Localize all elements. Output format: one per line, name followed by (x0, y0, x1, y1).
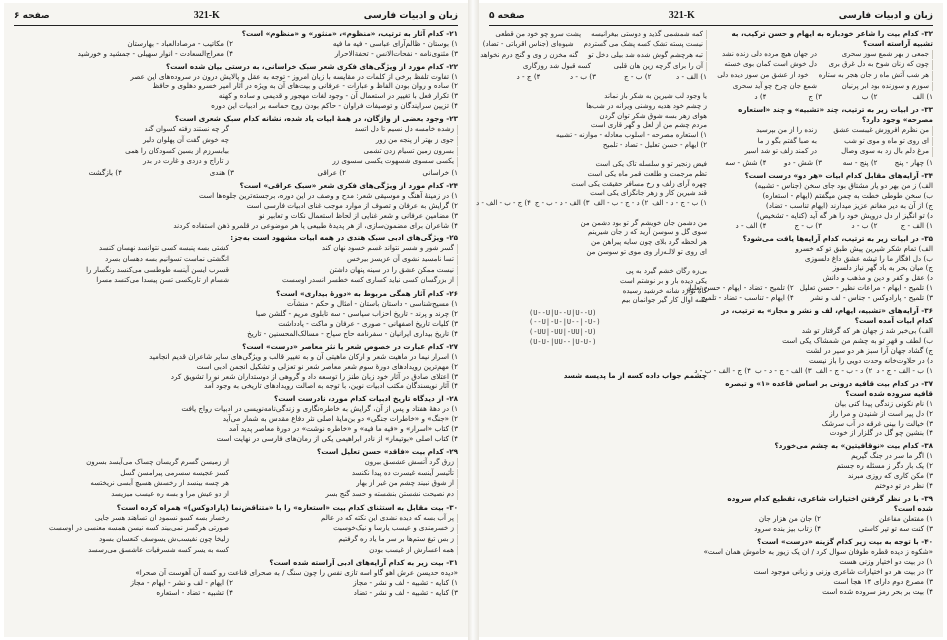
question-line: الف) بی‌خبر شد ز جهان هر که گرفتار تو شد (801, 326, 933, 336)
verse-couplet: ای روی تو ماه و موی تو شب به صبا گفتم بگو ز ما (715, 137, 933, 147)
answer-option: ۲) دل پیر است از شنیدن و مرا راز (829, 408, 933, 418)
question-37 (715, 379, 933, 439)
question-36 (694, 306, 933, 376)
verse-couplet: تبه هرچشم گوش شده شد بیلی دخل تو گنه مخزن ز وی و گنج درم نخواهد (489, 51, 707, 61)
answer-option: ۲) گرایش به عرفان و تصوف از موارد موجب غنای ادبیات فارسی است (246, 200, 458, 210)
answer-option: ۳) تلمیح - پارادوکس - جناس - لف و نشر (810, 293, 933, 303)
verse-line: سوی گل و سوسن آرید که ز جان شیرینم (587, 228, 707, 237)
question-31 (14, 558, 458, 598)
quoted-verse-title: چشمم جواب داده کسه از ما پدیسه شسد (563, 371, 707, 381)
answer-option: ۴) ج - الف - ب - د (694, 365, 751, 375)
answer-option: ۲) پنج - سه (842, 158, 878, 168)
scansion-line: (--U|-U-|U--|-U-) (529, 318, 601, 327)
exam-page-5 (476, 3, 943, 637)
answer-option: ۳) هندی (209, 167, 234, 177)
answer-option: ۱) نام نکونی زندگی پیدا کنی بیان (834, 398, 933, 408)
verse-couplet: پر آب بسه که دیده نشدی این نکته که در عالم رخسار بسه کسو نسمود ان تساهند هسر جایی (14, 514, 458, 524)
answer-options (694, 365, 933, 376)
question-title: ۳۵- در ابیات زیر به ترتیب، کدام آرایه‌ها یافت می‌شود؟ (742, 233, 933, 243)
quoted-verse: «دیده حدیسن عرش اهو گاو اسه تازی نفس را چون سنگ / به صحرای قناعت رو کسه آن آهوست آن صحرا» (135, 568, 458, 578)
question-25 (14, 233, 458, 286)
answer-option: ۳) کلیات تاریخ اصفهانی - صوری - عرفان و ماکت - یادداشت (278, 318, 458, 328)
question-title: ۲۷- کدام عبارت در خصوص شعر یا نثر معاصر «درست» است؟ (242, 341, 458, 351)
verse-line: هوای زهر بسه شوق شکر توان گردن (599, 111, 707, 120)
answer-option: ۲) ایهام - حسن تعلیل - تضاد - تلمیح (602, 140, 707, 149)
answer-option: ۳) ج (808, 92, 822, 102)
verse-couplet: همه اعسارش از غیسب بودن کسه به یسر کسه شسرفیات عاشسق می‌رسسد (14, 546, 458, 556)
scansion-line: (U--U|U--U|U--U) (529, 308, 597, 317)
verse-couplet: نیست ممکن عشق را در سینه پنهان داشتن قسرب ایسن آینسه طوطسی می‌کنسد رنگسار را (14, 266, 458, 276)
question-title: ۲۸- از دیدگاه تاریخ ادبیات کدام مورد، نادرست است؟ (274, 394, 458, 404)
answer-option: ۳) خیالت را بینی غرقه در آب سرشک (821, 418, 933, 428)
verse-couplet: تأثیسر آینسه غیسرت ده پیدا نکنسد کسز عجیسه سسرمی پیرامسن گسل (14, 469, 458, 479)
question-22 (14, 62, 458, 112)
answer-option: ۲) عراقی (317, 167, 346, 177)
question-title: ۳۰- بیت مقابل به استثنای کدام بیت «استعاره» را با «متناقض‌نما (پارادوکس)» همراه کرده است؟ (116, 502, 458, 512)
answer-option: ۲) ب (861, 92, 878, 102)
answer-option: ۱) اسرار نیما در ماهیت شعر و ارکان ماهیتی آن و به تغییر قالب و ویژگی‌های سایر شاعران قدیم انجامید (149, 351, 458, 361)
question-title: ۳۸- کدام بیت «نوقافیتین» به چشم می‌خورد؟ (774, 441, 933, 451)
answer-option: ۱) خراسانی (422, 167, 458, 177)
question-24 (14, 181, 458, 231)
answer-option: ۱) ب - الف - ج - د (876, 365, 933, 375)
question-30 (14, 503, 458, 556)
answer-option: ۴) شاعران برای مضمون‌سازی، از هر پدیدهٔ طبیعی یا هر موضوعی در قلمرو ذهن استفاده کردند (173, 220, 458, 230)
page-number-label: صفحه ۶ (14, 11, 50, 22)
verse-couplet: چون که زنان شوخ به دل غرق بری دل خوش است کمان بوی خسته (715, 60, 933, 70)
question-21 (14, 29, 458, 59)
answer-option: ۴) کتاب اصلی «بوتیمار» از نادر ابراهیمی یکی از رمان‌های فارسی در نهایت است (216, 434, 458, 444)
question-33 (715, 105, 933, 168)
question-title: ۲۲- کدام مورد از ویژگی‌های فکری شعر سبک خراسانی، به درستی بیان شده است؟ (166, 61, 458, 71)
answer-option: ۴) تشبیه - تضاد - استعاره (156, 588, 233, 598)
answer-option: ۳) مصرع دوم دارای ۱۴ هجا است (833, 576, 933, 586)
question-line: د) تو انگیز ار دل درویش خود را هر گه آید (کنایه - تشخیص) (756, 210, 933, 220)
verse-line: چهره آرای زلف و رخ مسافر حقیقت یکی است (571, 179, 707, 188)
verse-couplet: دم نصیحت نشستن بنشسته و حسد گنج بسر از دو عیش مرا و بسه ره عیسب میزیسد (14, 490, 458, 500)
answer-options (715, 158, 933, 168)
answer-option: ۴) ج - د (516, 72, 541, 82)
answer-options (14, 168, 458, 178)
answer-option: ۱) ب - ج - د - الف (652, 198, 707, 207)
answer-option: ۴) شش - سه (725, 158, 767, 168)
answer-option: ۱) چهار - پنج (894, 158, 933, 168)
question-27 (14, 342, 458, 392)
question-29 (14, 447, 458, 500)
scansion-line: (-UU|-UU|-UU|-U) (529, 328, 597, 337)
question-41-continued (480, 29, 707, 83)
answer-option: ۴) د (754, 92, 767, 102)
answer-option: ۲) ساده و روان بودن الفاظ و عبارات - عرفانی و بیت‌های آن به ویژه در آثار امیر خسرو دهلوی و حافظ (152, 81, 458, 91)
answer-option: ۲) تلمیح - تضاد - ایهام - حسن تعلیل (686, 283, 794, 293)
answer-option: ۱) استعاره مصرحه - اسلوب معادله - موازنه - تشبیه (555, 130, 707, 139)
answer-option: ۲) «جنگ» و «خاطرات جنگی» دو بن‌مایهٔ اصلی نثر دفاع مقدس به شمار می‌آید (222, 414, 458, 424)
page-number-label: صفحه ۵ (489, 11, 525, 22)
verse-couplet: تسا نامسید نشوی آن عزیسز بیرخس انگشتی نماست تسوانیم بسه دهسان بسرد (14, 255, 458, 265)
answer-option: ۴) الف - د (735, 220, 767, 230)
verse-line: یا وجود لب شیرین به شکر باز نماند (604, 92, 707, 101)
answer-options (715, 92, 933, 102)
answer-option: ۲) ب - د (851, 220, 878, 230)
answer-option: ۱) در زمینهٔ آهنگ و موسیقی شعر: مدح و وصف در این دوره، برجسته‌ترین جلوه‌ها است (198, 190, 458, 200)
verse-line: تظم مرجمت و طلعت قمر ماه یکی است (587, 169, 707, 178)
answer-option: ۱) الف (912, 92, 933, 102)
answer-option: ۲) در بیت هر دو اختیارات شاعری وزنی و زبانی موجود است (753, 566, 933, 576)
answer-option: ۴) بنشین چو گل در گلزار از خودت (829, 428, 933, 438)
answer-option: ۴) زتاب بیز بنده سرود (754, 523, 821, 533)
verse-couplet: ز خسرمندی و عیسب یارسا و نیک‌خوسیت صورتی هرگسز نمی‌بیند کسه نیسن همسه معنسی در اوسست (14, 524, 458, 534)
answer-option: ۲) ب - ج (623, 72, 652, 82)
answer-option: ۱) مسیح‌شناسی - داستان باستان - امثال و حکم - منشآت (287, 298, 458, 308)
answer-options (715, 514, 933, 534)
question-40 (703, 536, 933, 597)
verse-block-45 (489, 267, 707, 306)
page-subject-title: زبان و ادبیات فارسی (363, 11, 458, 22)
answer-option: ۳) الف - د - ب - ج (534, 198, 590, 207)
verse-couplet: نیست پسته تشک کسه پشک می گستردم شیوه‌ای (جناس اقرباتی - تضاد) (489, 40, 707, 50)
question-column-left (476, 29, 707, 629)
answer-option: ۱) الف - د (676, 72, 707, 82)
answer-options (476, 198, 707, 209)
verse-line: هر لحظه گرد بلای چون سایه پیراهن من (591, 237, 707, 246)
verse-line: گاه نوازد شانه خرشید رسیده (622, 286, 707, 295)
verse-couplet: ز بس تیغ ستم‌ها بر سر ما یاد ره گرفتیم زلیخا چون نفیسب‌ش یسوسف کنعسان بسود (14, 535, 458, 545)
answer-option: ۴) تزیین سرایندگان و توصیفات فراوان - حاکم بودن روح حماسه بر ادبیات این دوره (211, 101, 458, 111)
question-23 (14, 114, 458, 178)
answer-option: ۳) ب - ج (794, 220, 822, 230)
answer-option: ۴) آثار نویسندگان مکتب ادبیات نوین، با توجه به اصالت رویدادهای تاریخی به وجود آمد (204, 381, 458, 391)
answer-option: ۳) مثنوی‌نامه - نفحات‌الانس - تحفةالاحرار (334, 48, 458, 58)
verse-couplet: هر شب آتش ماه ز جان هجر به ستاره خود از عشق من سوز دیده دلی (715, 71, 933, 81)
answer-option: ۳) شش - دو (784, 158, 822, 168)
question-title: ۲۶- کدام آثار همگی مربوط به «دورهٔ بیداری» است؟ (276, 289, 458, 299)
answer-option: ۴) تاریخ بیداری ایرانیان - سفرنامه حاج سیاح - مسالک‌المحسنین - تاریخ (247, 328, 458, 338)
question-title: ۳۹- با در نظر گرفتن اختیارات شاعری، تقطیع کدام سروده شده است؟ (727, 494, 933, 514)
verse-couplet: گسر شور و شسر نتواند غسم خسود نهان کند کشتی بسه پنبسه کسی نتوانسد نهسان کنسد (14, 244, 458, 254)
answer-option: ۳) کنت سه تو تیر کاستی (858, 523, 933, 533)
answer-option: ۳) الف - ج - د - ب (754, 365, 812, 375)
verse-line: ز چشم خود هدیه روشنی ویرانه در شب‌ها (586, 102, 707, 111)
question-28 (14, 394, 458, 444)
question-title: ۳۳- در ابیات زیر به ترتیب، چند «تشبیه» و چند «استعاره مصرحه» وجود دارد؟ (738, 105, 933, 125)
question-title: ۴۰- با توجه به بیت زیر کدام گزینه «درست» است؟ (757, 536, 933, 546)
question-title: ۳۶- آرایه‌های «تشبیه، ایهام، لف و نشر و مجاز» به ترتیب، در کدام ابیات آمده است؟ (721, 306, 933, 326)
question-32 (715, 29, 933, 102)
question-34 (715, 171, 933, 231)
verse-couplet: مرغ دلم بال زد به سوی وصال در کمند زلف تو شد اسیر (715, 147, 933, 157)
booklet-code: 321-K (668, 10, 695, 21)
verse-line: قند شیرین کار و زهر جانگزای یکی است (590, 189, 707, 198)
answer-option: ۲) جان من هزار جان (758, 513, 821, 523)
question-38 (715, 441, 933, 491)
verse-line: یکی دیده بار و بر نوشتم است (620, 276, 707, 285)
meter-scansion-options (489, 309, 707, 348)
verse-couplet: من نظرم افروزش غیبست عشق زنده را از من بپرسید (715, 126, 933, 136)
verse-couplet: بسرون زمین تسیام زدن تشمی بیابسرزم از یسین کسودکان را همی (14, 147, 458, 157)
verse-block-44 (489, 219, 707, 258)
answer-option: ۱) در دههٔ هفتاد و پس از آن، گرایش به خاطره‌نگاری و زندگی‌نامه‌نویسی در ادبیات رواج یافت (181, 404, 458, 414)
answer-option: ۱) تفاوت تلفظ برخی از کلمات در مقایسه با زبان امروز - توجه به عقل و پالایش درون در سروده‌های این عصر (130, 71, 458, 81)
booklet-code: 321-K (193, 10, 220, 21)
answer-option: ۲) چرند و پرند - تاریخ احزاب سیاسی - سه تابلوی مریم - گلشن صبا (255, 308, 458, 318)
answer-options (14, 578, 458, 598)
answer-option: ۱) در بیت دو اختیار وزنی هست (839, 556, 933, 566)
question-title: ۲۱- کدام آثار به ترتیب، «منظوم»، «منثور» و «منظوم» است؟ (241, 28, 458, 38)
answer-option: ۳) تکرار فعل با تغییر در استعمال آن - وجود لغات مهجور و قدیمی و ساده و کهنه (218, 91, 458, 101)
question-title: ۲۳- وجود بعضی از واژگان، در همهٔ ابیات یاد شده، نشانه کدام سبک شعری است؟ (174, 114, 458, 124)
answer-option: ۲) ایهام - لف و نشر - ایهام - مجاز (130, 578, 233, 588)
verse-block-42 (489, 92, 707, 150)
answer-option: ۱) بوستان - ظالم‌آرای عباسی - فیه ما فیه (332, 38, 458, 48)
answer-option: ۴) ایهام - تناسب - تضاد - تلمیح (700, 293, 794, 303)
question-title: ۲۵- ویژگی‌های ادبی سبک هندی در همه ابیات مشهود است به‌جز: (230, 233, 458, 243)
question-line: ب) سخن طوطی خطت به چمن میگفتم (ایهام - استعاره) (762, 190, 933, 200)
answer-option: ۱) الف - ج (900, 220, 933, 230)
question-title: ۳۷- در کدام بیت قافیه درونی بر اساس قاعده «۱» و تبصره قافیه سروده شده است؟ (725, 378, 933, 398)
answer-option: ۱) کنایه - تشبیه - لف و نشر - مجاز (353, 578, 458, 588)
page-subject-title: زبان و ادبیات فارسی (838, 11, 933, 22)
answer-options (715, 221, 933, 231)
verse-couplet: از شوق نبیند چشم من غیر از بهار هر چسه بینسد از رخسش هسیچ آبسی نریختسه (14, 479, 458, 489)
verse-line: بسه اوال کار گیر جوانمان بیم (621, 296, 707, 305)
question-title: ۲۴- کدام مورد از ویژگی‌های فکری شعر «سبک عراقی» است؟ (239, 180, 458, 190)
book-gutter (468, 0, 479, 640)
verse-couplet: سوزم و سوزنده بود ابر پرنیان شمع جان چرخ چو آید سحری (715, 82, 933, 92)
question-title: ۳۴- آرایه‌های مقابل کدام ابیات «هر دو» درست است؟ (744, 171, 933, 181)
scansion-line: (U-U-|UU--|U-U-) (529, 337, 597, 346)
verse-couplet: زرق گرد آتسش عشسق بیرون از زمیسن گسرم گریسان چساک می‌آیسد بسرون (14, 458, 458, 468)
verse-block-43 (476, 160, 707, 208)
question-line: ب) دل افگار ما را تیشه عشق داغ دلسوزی (804, 253, 933, 263)
verse-couplet: یکسی سسوی شسهوت یکسی سسوی زر ز تاراج و دزدی و غارت در بدر (14, 157, 458, 167)
question-35 (686, 233, 933, 304)
question-line: ب) لطف و قهر تو به چشم من شمشاک یکی است (782, 336, 933, 346)
answer-options (489, 72, 707, 82)
page-header (489, 9, 933, 26)
exam-page-6 (4, 3, 468, 637)
answer-option: ۲) د - ج - ب - الف (593, 198, 649, 207)
answer-option: ۲) مکاتیب - مرصادالعباد - بهارستان (127, 38, 233, 48)
question-title: ۳۲- کدام بیت را شاعر خودباره به ایهام و حسن ترکیب، به تشبیه آراسته است؟ (731, 28, 933, 48)
answer-option: ۲) یک بار دگر ز مسئله ره جستم (836, 461, 933, 471)
answer-option: ۴) بیت بر بحر رمز سروده شده است (822, 586, 933, 596)
verse-couplet: زشده خامسه دل نسیم تا دل اتسد گر چه نستند زفته کسوان گند (14, 125, 458, 135)
verse-couplet: جمعی ز بهر شمع سوز سحری در جهان هیچ مرده دلی زنده نشد (715, 50, 933, 60)
answer-option: ۴) بازگشت (88, 167, 122, 177)
answer-option: ۳) کنایه - تشبیه - لف و نشر - تضاد (353, 588, 458, 598)
question-column (14, 29, 458, 629)
question-39 (715, 494, 933, 534)
answer-option: ۱) اگر ما سر در جنگ گیریم (851, 451, 933, 461)
answer-option: ۴) نظر در تو دوختم (874, 481, 933, 491)
quoted-verse: «شکوه ز دیده قطره طوفان سوال کرد / ان یک زیور به خاموش همان است» (703, 546, 933, 556)
answer-option: ۳) کتاب «اسرار» و «فیه ما فیه» و «خاطره نوشت» در دورهٔ معاصر پدید آمد (228, 424, 458, 434)
answer-option: ۳) مضامین عرفانی و شعر غنایی از لحاظ استعمال نکات و تعابیر نو (258, 210, 458, 220)
answer-option: ۲) د - ب - ج - الف (815, 365, 873, 375)
page-header (14, 9, 458, 26)
question-line: الف) ز من بهر دو یار مشتاق بود جای سخن (جناس - تشبیه) (754, 180, 933, 190)
answer-option: ۲) مهم‌ترین رویدادهای دورهٔ سوم شعر معاصر شعر نو تعزلی و تشکیل انجمن ادبی است (196, 361, 458, 371)
answer-options (14, 39, 458, 59)
question-line: الف) تمام شکر شیرین پیش طبق تو که خسرو (795, 243, 933, 253)
answer-options (686, 283, 933, 303)
question-title: ۳۱- بیت زیر به کدام آرایه‌های ادبی آراسته شده است؟ (269, 558, 458, 568)
verse-couplet: آن را برای گرچه زین هان قلبی کسه قبول شد روزگاری (489, 62, 707, 72)
question-line: ج) از آن به دیر مغانم عزیز میدارند (ایهام تناسب - تضاد) (765, 200, 933, 210)
question-26 (14, 289, 458, 339)
question-line: د) عقل و کفر و دین و مذهب و دانش (822, 273, 933, 283)
question-title: ۲۹- کدام بیت «فاقد» حسن تعلیل است؟ (317, 447, 458, 457)
verse-line: من دشمن جان خویشم گر تو بود دشمن من (580, 218, 707, 227)
verse-line: بی‌زه رگان خشم گیرد به پی (625, 267, 707, 276)
verse-line: ای روی تو لالـه‌زار وی موی تو سوسن من (586, 247, 707, 256)
question-line: د) در حلاوت‌خانه وحدت دویی را باز نیست (808, 355, 933, 365)
verse-couplet: جوی ز بهتر از پنجه من زور چه خوش گفت آن پهلوان دلیر (14, 136, 458, 146)
question-line: ج) میان بحر به باد گهر نیاز دلسوز (832, 263, 933, 273)
answer-option: ۱) مفتعلن مفاعلن (878, 513, 933, 523)
answer-option: ۴) معراج‌السعادت - انوار سهیلی - جمشید و خورشید (77, 48, 233, 58)
answer-option: ۴) ج - ب - الف - د (476, 198, 531, 207)
answer-option: ۳) ب - د (569, 72, 596, 82)
verse-couplet: کمه شمشمی گذید و دوستی بیغرانیسه پشت سرو چو خود من قطعی (489, 30, 707, 40)
answer-option: ۱) تلمیح - ایهام - مراعات نظیر - حسن تعلیل (799, 283, 933, 293)
verse-line: فیض زنجیر تو و سلسله تاک یکی است (595, 160, 707, 169)
answer-option: ۳) اعتلای صادق در آثار خود زبان طنز را توسعه داد و گروهی از دوستداران شعر نو را تشویق کرد (170, 371, 458, 381)
question-line: ج) گشاد جهان آرا سبز هر دو سیر در لشت (806, 345, 933, 355)
verse-line: مردم چشم من از لعل و گهر قاری است (590, 121, 707, 130)
answer-option: ۳) مکن کاری که روزی مبرند (847, 471, 933, 481)
verse-couplet: از بزرگسان کسی نیاید کساری کسه خطسر انسدر اوسست شسام از تاریکسی تسن پیسدا می‌کنسد مسرا (14, 276, 458, 286)
